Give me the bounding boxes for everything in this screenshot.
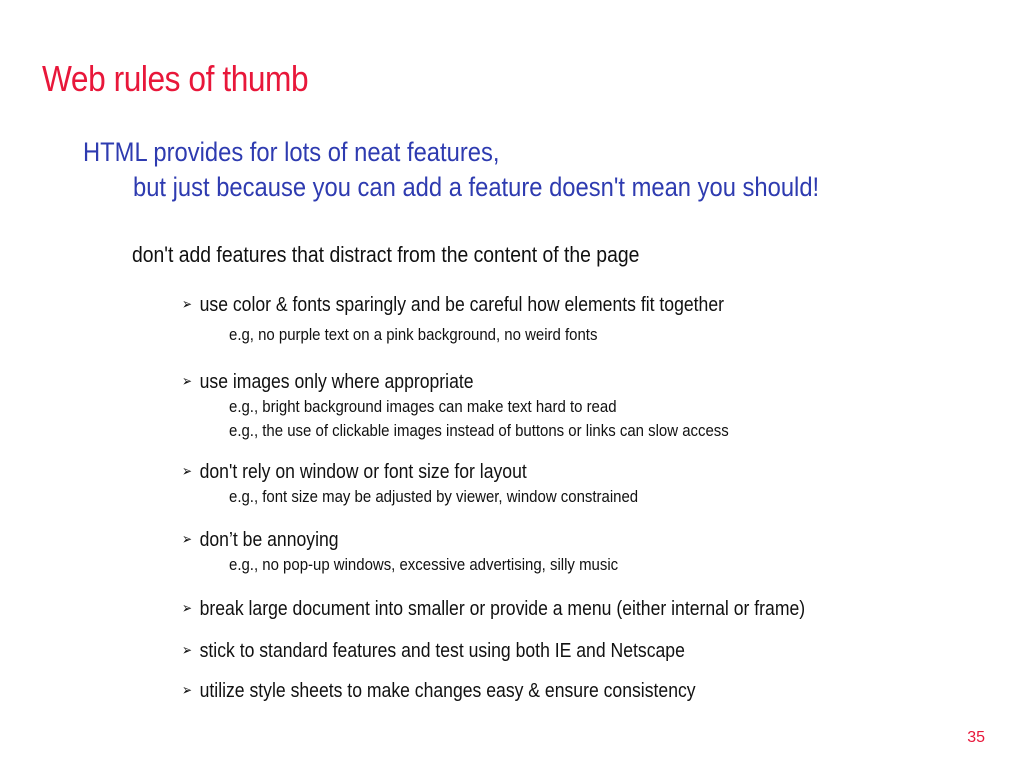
bullet-item: [182, 294, 724, 317]
bullet-item: [182, 640, 685, 663]
bullet-item: [182, 371, 474, 394]
arrow-bullet-icon: ➢: [182, 372, 192, 390]
bullet-text: break large document into smaller or provide a menu (either internal or frame): [199, 598, 806, 620]
arrow-bullet-icon: ➢: [182, 462, 192, 480]
arrow-bullet-icon: ➢: [182, 295, 192, 313]
bullet-text: use color & fonts sparingly and be careful how elements fit together: [199, 294, 724, 316]
slide-title: Web rules of thumb: [42, 58, 309, 99]
arrow-bullet-icon: ➢: [182, 641, 192, 659]
bullet-text: utilize style sheets to make changes easy & ensure consistency: [199, 680, 696, 702]
bullet-example: e.g., font size may be adjusted by viewer, window constrained: [229, 487, 639, 506]
page-number: 35: [967, 729, 985, 746]
bullet-item: [182, 461, 527, 484]
bullet-text: don’t be annoying: [199, 529, 339, 551]
bullet-item: [182, 529, 339, 552]
bullet-item: [182, 680, 696, 703]
arrow-bullet-icon: ➢: [182, 599, 192, 617]
bullet-example: e.g, no purple text on a pink background, no weird fonts: [229, 325, 598, 344]
bullet-example: e.g., bright background images can make text hard to read: [229, 397, 617, 416]
bullet-example: e.g., the use of clickable images instead of buttons or links can slow access: [229, 421, 729, 440]
bullet-text: use images only where appropriate: [199, 371, 474, 393]
heading-line-1: HTML provides for lots of neat features,: [83, 137, 500, 167]
bullet-text: don't rely on window or font size for layout: [199, 461, 527, 483]
bullet-example: e.g., no pop-up windows, excessive advertising, silly music: [229, 555, 619, 574]
arrow-bullet-icon: ➢: [182, 681, 192, 699]
bullet-item: [182, 598, 805, 621]
lead-text: don't add features that distract from the content of the page: [132, 242, 640, 267]
heading-line-2: but just because you can add a feature doesn't mean you should!: [133, 172, 820, 202]
bullet-text: stick to standard features and test using both IE and Netscape: [199, 640, 685, 662]
arrow-bullet-icon: ➢: [182, 530, 192, 548]
